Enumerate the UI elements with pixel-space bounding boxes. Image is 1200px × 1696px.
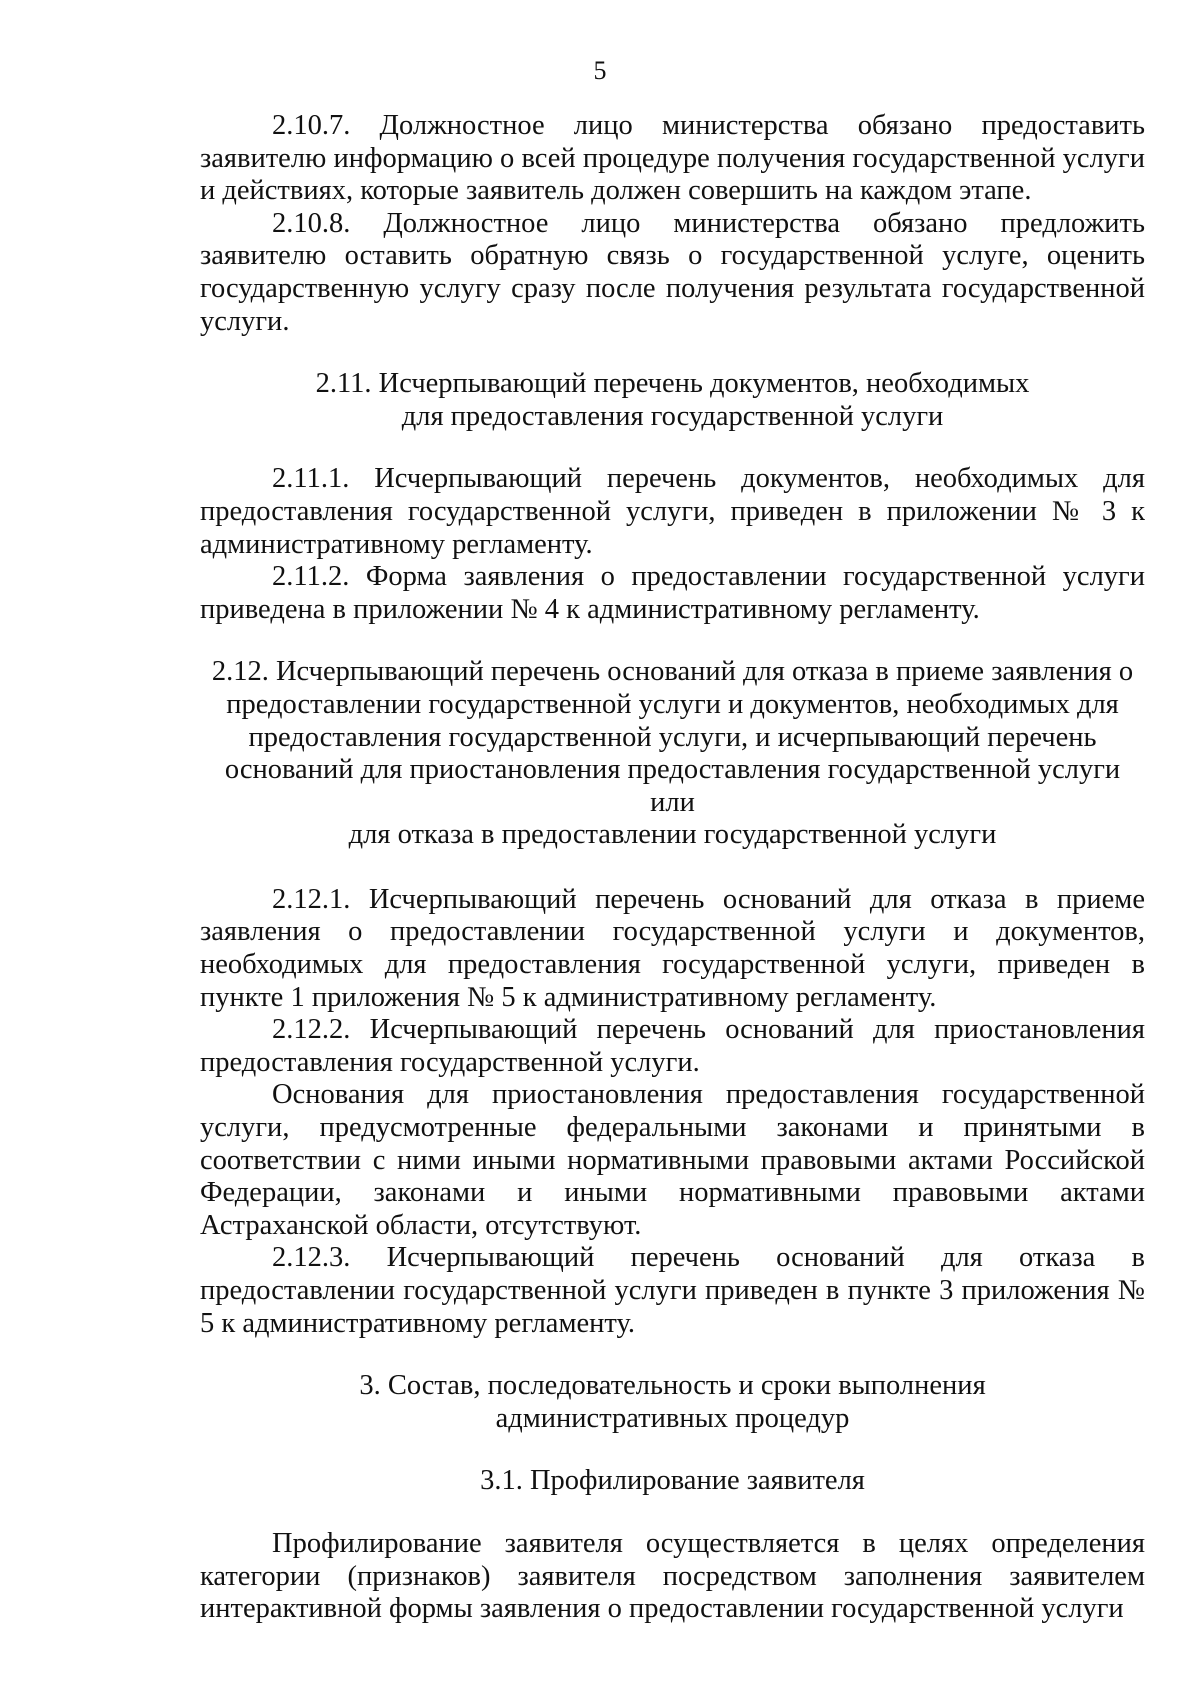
document-body [200,110,1145,1626]
spacer [200,338,1145,368]
heading-line: 3. Состав, последовательность и сроки выполнения [359,1370,986,1402]
heading-line: 2.12. Исчерпывающий перечень оснований для отказа в приеме заявления о [211,656,1134,688]
heading-line: 2.11. Исчерпывающий перечень документов, необходимых [315,368,1030,400]
spacer [200,433,1145,463]
paragraph-grounds: Основания для приостановления предоставления государственной услуги, предусмотренные федеральными законами и принятыми в соответствии с ними иными нормативными правовыми актами Российской Федерации, законами и иными нормативными правовыми актами Астраханской области, отсутствуют. [200,1079,1145,1241]
section-heading-2-12 [200,656,1145,852]
paragraph-2-12-2: 2.12.2. Исчерпывающий перечень оснований для приостановления предоставления государственной услуги. [200,1014,1145,1078]
heading-line: предоставления государственной услуги, и исчерпывающий перечень [248,721,1097,753]
spacer [200,1435,1145,1465]
heading-line: предоставлении государственной услуги и документов, необходимых для [226,688,1119,720]
section-heading-3-1 [200,1465,1145,1498]
heading-line: оснований для приостановления предоставления государственной услуги или [224,754,1121,818]
paragraph-2-11-1: 2.11.1. Исчерпывающий перечень документов, необходимых для предоставления государственной услуги, приведен в приложении № 3 к административному регламенту. [200,463,1145,560]
paragraph-2-11-2: 2.11.2. Форма заявления о предоставлении государственной услуги приведена в приложении № 4 к административному регламенту. [200,561,1145,625]
paragraph-3-1: Профилирование заявителя осуществляется в целях определения категории (признаков) заявителя посредством заполнения заявителем интерактивной формы заявления о предоставлении государственной услуги [200,1527,1145,1625]
spacer [200,852,1145,884]
paragraph-2-10-7: 2.10.7. Должностное лицо министерства обязано предоставить заявителю информацию о всей процедуре получения государственной услуги и действиях, которые заявитель должен совершить на каждом этапе. [200,110,1145,207]
page-number: 5 [593,56,607,85]
paragraph-2-12-3: 2.12.3. Исчерпывающий перечень оснований для отказа в предоставлении государственной услуги приведен в пункте 3 приложения № 5 к административному регламенту. [200,1242,1145,1339]
heading-line: для отказа в предоставлении государственной услуги [348,819,997,851]
paragraph-2-12-1: 2.12.1. Исчерпывающий перечень оснований для отказа в приеме заявления о предоставлении государственной услуги и документов, необходимых для предоставления государственной услуги, приведен в пункте 1 приложения № 5 к административному регламенту. [200,883,1145,1013]
heading-line: административных процедур [495,1402,850,1434]
section-heading-2-11 [200,368,1145,433]
paragraph-2-10-8: 2.10.8. Должностное лицо министерства обязано предложить заявителю оставить обратную связь о государственной услуге, оценить государственную услугу сразу после получения результата государственной услуги. [200,207,1145,337]
spacer [200,626,1145,656]
heading-line: 3.1. Профилирование заявителя [480,1465,865,1497]
spacer [200,1340,1145,1370]
heading-line: для предоставления государственной услуги [401,400,944,432]
section-heading-3 [200,1370,1145,1435]
spacer [200,1498,1145,1528]
